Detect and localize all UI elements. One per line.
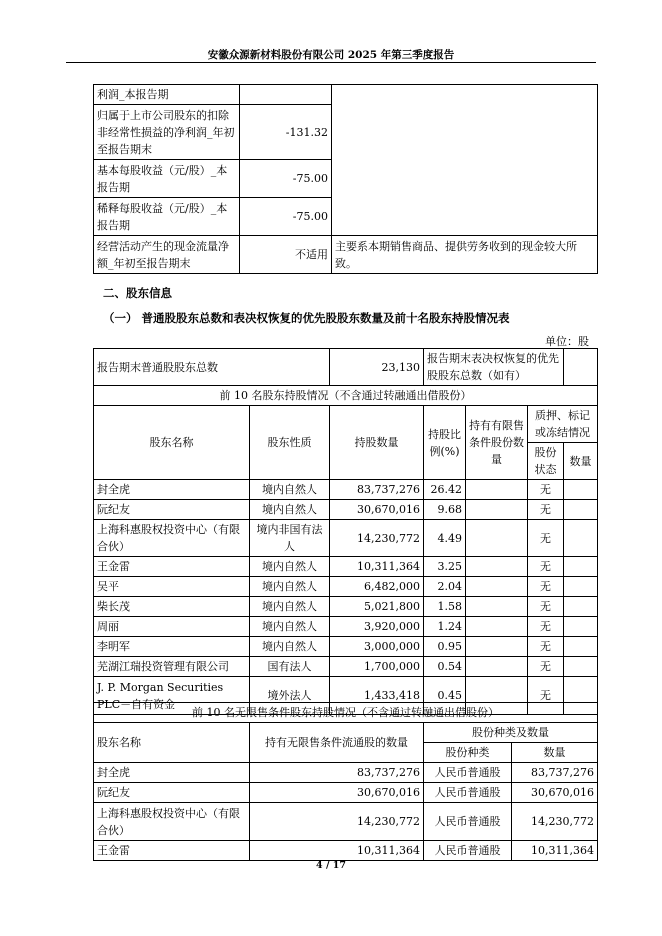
cell-type: 人民币普通股 bbox=[424, 763, 512, 783]
cell-ratio: 1.24 bbox=[424, 617, 466, 637]
cell-status: 无 bbox=[528, 520, 564, 557]
cell-ratio: 3.25 bbox=[424, 557, 466, 577]
row-note: 主要系本期销售商品、提供劳务收到的现金较大所致。 bbox=[332, 236, 598, 274]
top10-title: 前 10 名股东持股情况（不含通过转融通出借股份） bbox=[94, 386, 598, 406]
row-label: 稀释每股收益（元/股）_本报告期 bbox=[94, 198, 240, 236]
cell-ratio: 2.04 bbox=[424, 577, 466, 597]
cell-name: 柴长茂 bbox=[94, 597, 250, 617]
cell-shares: 83,737,276 bbox=[250, 763, 424, 783]
cell-status: 无 bbox=[528, 557, 564, 577]
cell-qty: 10,311,364 bbox=[512, 841, 598, 861]
cell-nature: 境内自然人 bbox=[250, 500, 330, 520]
header-pledge-status: 股份状态 bbox=[528, 443, 564, 480]
cell-name: 王金雷 bbox=[94, 841, 250, 861]
cell-qty bbox=[564, 480, 598, 500]
cell-shares: 3,920,000 bbox=[330, 617, 424, 637]
header-pledge-qty: 数量 bbox=[564, 443, 598, 480]
cell-restricted bbox=[466, 657, 528, 677]
unit-label: 单位：股 bbox=[545, 335, 589, 348]
cell-shares: 10,311,364 bbox=[330, 557, 424, 577]
cell-shares: 30,670,016 bbox=[250, 783, 424, 803]
page-number: 4 / 17 bbox=[316, 860, 346, 871]
shareholders-table bbox=[93, 348, 598, 715]
cell-restricted bbox=[466, 597, 528, 617]
header-divider bbox=[66, 62, 596, 63]
unrestricted-table bbox=[93, 702, 598, 861]
total-holders-value: 23,130 bbox=[330, 349, 424, 386]
section-title: 二、股东信息 bbox=[103, 286, 172, 300]
table-row bbox=[94, 617, 598, 637]
cell-restricted bbox=[466, 637, 528, 657]
cell-shares: 14,230,772 bbox=[250, 803, 424, 841]
preferred-holders-label: 报告期末表决权恢复的优先股股东总数（如有） bbox=[424, 349, 564, 386]
cell-ratio: 9.68 bbox=[424, 500, 466, 520]
cell-status: 无 bbox=[528, 657, 564, 677]
cell-ratio: 0.54 bbox=[424, 657, 466, 677]
header-restricted: 持有有限售条件股份数量 bbox=[466, 406, 528, 480]
cell-shares: 14,230,772 bbox=[330, 520, 424, 557]
table-row bbox=[94, 803, 598, 841]
table-row bbox=[94, 85, 598, 105]
cell-status: 无 bbox=[528, 480, 564, 500]
table-row bbox=[94, 841, 598, 861]
cell-status: 无 bbox=[528, 597, 564, 617]
cell-qty bbox=[564, 597, 598, 617]
cell-type: 人民币普通股 bbox=[424, 803, 512, 841]
row-value bbox=[240, 85, 332, 105]
header-shares: 持股数量 bbox=[330, 406, 424, 480]
cell-ratio: 4.49 bbox=[424, 520, 466, 557]
cell-qty bbox=[564, 577, 598, 597]
table-row bbox=[94, 557, 598, 577]
row-value: -131.32 bbox=[240, 105, 332, 160]
table-row bbox=[94, 236, 598, 274]
header-shares: 持有无限售条件流通股的数量 bbox=[250, 723, 424, 763]
cell-qty: 30,670,016 bbox=[512, 783, 598, 803]
cell-qty bbox=[564, 617, 598, 637]
cell-name: 上海科惠股权投资中心（有限合伙） bbox=[94, 803, 250, 841]
cell-restricted bbox=[466, 557, 528, 577]
cell-qty bbox=[564, 500, 598, 520]
page-header: 安徽众源新材料股份有限公司 2025 年第三季度报告 bbox=[207, 49, 455, 61]
cell-shares: 1,433,418 bbox=[330, 677, 424, 715]
summary-row bbox=[94, 349, 598, 386]
cell-ratio: 0.95 bbox=[424, 637, 466, 657]
cell-name: 周丽 bbox=[94, 617, 250, 637]
cell-nature: 境内自然人 bbox=[250, 577, 330, 597]
table-row bbox=[94, 500, 598, 520]
table-row bbox=[94, 637, 598, 657]
cell-name: 封全虎 bbox=[94, 480, 250, 500]
header-qty: 数量 bbox=[512, 743, 598, 763]
cell-name: 阮纪友 bbox=[94, 500, 250, 520]
cell-ratio: 26.42 bbox=[424, 480, 466, 500]
cell-restricted bbox=[466, 520, 528, 557]
cell-ratio: 0.45 bbox=[424, 677, 466, 715]
unrestricted-title: 前 10 名无限售条件股东持股情况（不含通过转融通出借股份） bbox=[94, 703, 598, 723]
financial-indicator-table bbox=[93, 84, 598, 274]
cell-shares: 10,311,364 bbox=[250, 841, 424, 861]
subsection-title: （一） 普通股股东总数和表决权恢复的优先股股东数量及前十名股东持股情况表 bbox=[103, 311, 510, 325]
row-label: 归属于上市公司股东的扣除非经常性损益的净利润_年初至报告期末 bbox=[94, 105, 240, 160]
table-row bbox=[94, 763, 598, 783]
cell-restricted bbox=[466, 577, 528, 597]
cell-shares: 1,700,000 bbox=[330, 657, 424, 677]
cell-shares: 3,000,000 bbox=[330, 637, 424, 657]
cell-restricted bbox=[466, 500, 528, 520]
cell-shares: 30,670,016 bbox=[330, 500, 424, 520]
cell-name: 吴平 bbox=[94, 577, 250, 597]
cell-name: 上海科惠股权投资中心（有限合伙） bbox=[94, 520, 250, 557]
cell-status: 无 bbox=[528, 677, 564, 715]
table-row bbox=[94, 520, 598, 557]
header-nature: 股东性质 bbox=[250, 406, 330, 480]
cell-restricted bbox=[466, 480, 528, 500]
header-ratio: 持股比例(%) bbox=[424, 406, 466, 480]
cell-status: 无 bbox=[528, 500, 564, 520]
row-value: 不适用 bbox=[240, 236, 332, 274]
cell-name: J. P. Morgan Securities PLC－自有资金 bbox=[94, 677, 250, 715]
table-row bbox=[94, 597, 598, 617]
row-value: -75.00 bbox=[240, 198, 332, 236]
total-holders-label: 报告期末普通股股东总数 bbox=[94, 349, 330, 386]
cell-qty bbox=[564, 637, 598, 657]
cell-shares: 6,482,000 bbox=[330, 577, 424, 597]
cell-status: 无 bbox=[528, 637, 564, 657]
cell-name: 阮纪友 bbox=[94, 783, 250, 803]
cell-nature: 境外法人 bbox=[250, 677, 330, 715]
cell-restricted bbox=[466, 617, 528, 637]
cell-type: 人民币普通股 bbox=[424, 841, 512, 861]
cell-nature: 境内自然人 bbox=[250, 597, 330, 617]
cell-qty bbox=[564, 557, 598, 577]
cell-status: 无 bbox=[528, 577, 564, 597]
cell-name: 封全虎 bbox=[94, 763, 250, 783]
cell-name: 芜湖江瑞投资管理有限公司 bbox=[94, 657, 250, 677]
top10-body bbox=[94, 480, 598, 715]
cell-status: 无 bbox=[528, 617, 564, 637]
preferred-holders-value bbox=[564, 349, 598, 386]
row-label: 利润_本报告期 bbox=[94, 85, 240, 105]
cell-nature: 境内非国有法人 bbox=[250, 520, 330, 557]
cell-nature: 境内自然人 bbox=[250, 557, 330, 577]
table-row bbox=[94, 783, 598, 803]
cell-shares: 5,021,800 bbox=[330, 597, 424, 617]
cell-qty bbox=[564, 520, 598, 557]
cell-nature: 国有法人 bbox=[250, 657, 330, 677]
header-type: 股份种类 bbox=[424, 743, 512, 763]
cell-qty bbox=[564, 657, 598, 677]
table-row bbox=[94, 577, 598, 597]
cell-name: 王金雷 bbox=[94, 557, 250, 577]
header-pledge: 质押、标记或冻结情况 bbox=[528, 406, 598, 443]
cell-nature: 境内自然人 bbox=[250, 637, 330, 657]
cell-type: 人民币普通股 bbox=[424, 783, 512, 803]
header-type-qty: 股份种类及数量 bbox=[424, 723, 598, 743]
row-label: 经营活动产生的现金流量净额_年初至报告期末 bbox=[94, 236, 240, 274]
table-row bbox=[94, 480, 598, 500]
cell-name: 李明军 bbox=[94, 637, 250, 657]
cell-qty: 14,230,772 bbox=[512, 803, 598, 841]
header-name: 股东名称 bbox=[94, 406, 250, 480]
header-name: 股东名称 bbox=[94, 723, 250, 763]
row-label: 基本每股收益（元/股）_本报告期 bbox=[94, 160, 240, 198]
cell-qty: 83,737,276 bbox=[512, 763, 598, 783]
row-value: -75.00 bbox=[240, 160, 332, 198]
cell-nature: 境内自然人 bbox=[250, 480, 330, 500]
table-row bbox=[94, 657, 598, 677]
cell-nature: 境内自然人 bbox=[250, 617, 330, 637]
row-note bbox=[332, 85, 598, 236]
cell-shares: 83,737,276 bbox=[330, 480, 424, 500]
cell-ratio: 1.58 bbox=[424, 597, 466, 617]
